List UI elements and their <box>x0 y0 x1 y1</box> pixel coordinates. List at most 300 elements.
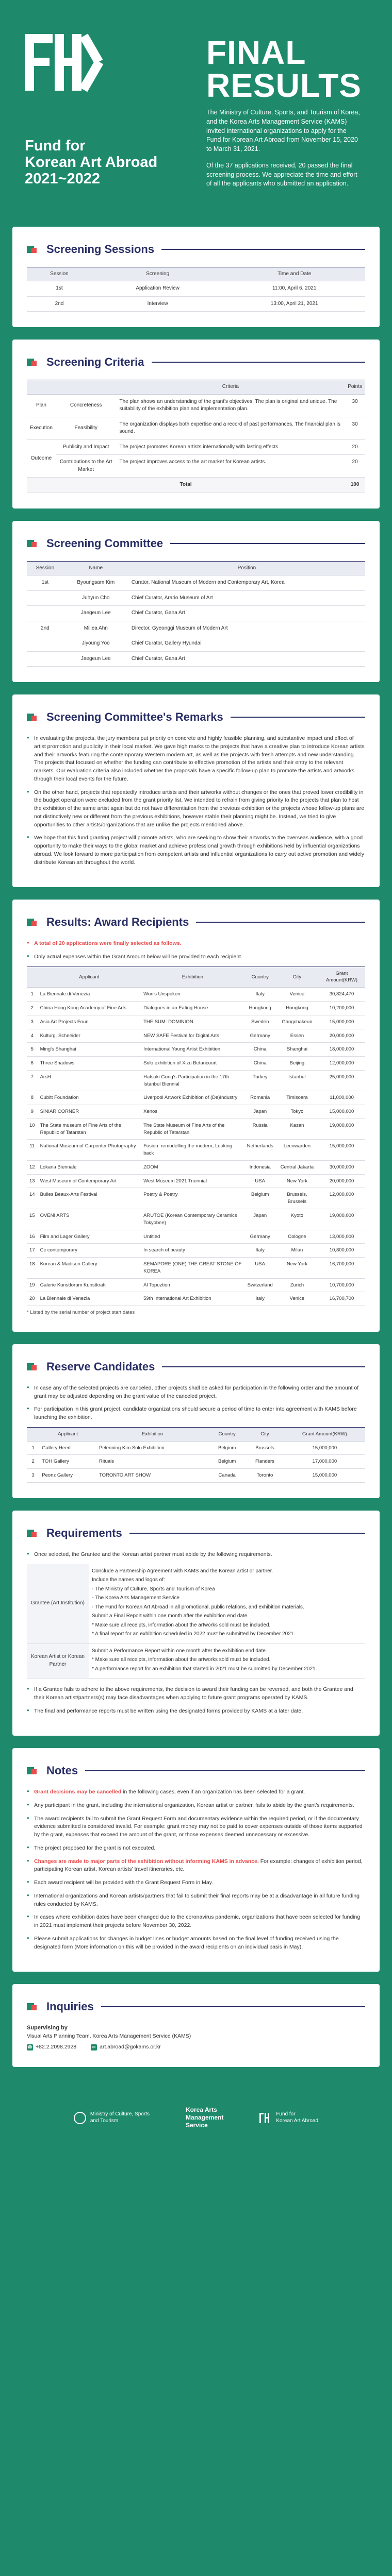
table-row <box>27 1140 365 1161</box>
awards-intro-2: ● Only actual expenses within the Grant Amount below will be provided to each recipient. <box>27 953 365 961</box>
table-cell: 20 <box>27 1292 38 1306</box>
requirement-line: Submit a Final Report within one month after the exhibition end date. <box>92 1613 249 1619</box>
note-text: In cases where exhibition dates have been changed due to the coronavirus pandemic, organizations that have been selected for funding in 2021 must implement their projects before November 30, 2022. <box>34 1914 361 1929</box>
table-cell: USA <box>244 1258 276 1279</box>
reserve-list <box>27 1384 365 1422</box>
table-row <box>27 636 365 652</box>
table-cell: 14 <box>27 1188 38 1209</box>
table-cell: Hatsuki Gong's Participation in the 17th Istanbul Biennial <box>141 1070 244 1091</box>
section-title-text: Requirements <box>46 1526 122 1539</box>
table-row <box>27 1469 365 1483</box>
criteria-desc: The project improves access to the art market for Korean artists. <box>116 455 345 478</box>
section-title <box>27 914 365 930</box>
remark-item: ● On the other hand, projects that repeatedly introduce artists and their artworks without changes or the ones that proved lower credibility in the budget operation were excluded from the grant priority list. We intended to refrain from giving priority to the projects that plan to host the exhibition of the same artist again but do not have differentiation from the previous exhibition or the projects whose follow-up plans are not distinctively new or different from the previous exhibitions, however stable their planning might be. Instead, we tried to give opportunities to other artists/organizations that are unlike the projects mentioned above. <box>27 789 365 829</box>
table-cell: Korean & Madison Gallery <box>38 1258 141 1279</box>
table-cell: 16 <box>27 1230 38 1244</box>
table-cell: 4 <box>27 1029 38 1043</box>
table-cell: Solo exhibition of Xizu Betancourt <box>141 1057 244 1071</box>
note-highlight: Grant decisions may be cancelled <box>34 1789 122 1795</box>
requirement-label: Grantee (Art Institution) <box>27 1564 89 1644</box>
committee-session <box>27 651 63 667</box>
table-row <box>27 1043 365 1057</box>
table-cell: 9 <box>27 1105 38 1119</box>
table-row <box>27 1070 365 1091</box>
table-cell: Kazan <box>276 1118 318 1140</box>
table-cell: Netherlands <box>244 1140 276 1161</box>
requirements-intro-text: ● Once selected, the Grantee and the Korean artist partner must abide by the following requirements. <box>27 1551 365 1559</box>
table-cell: Film and Lager Gallery <box>38 1230 141 1244</box>
table-row <box>27 1455 365 1469</box>
title-rule <box>196 922 365 923</box>
sessions-table <box>27 267 365 312</box>
mcst-emblem-icon <box>74 2112 86 2124</box>
table-cell: Brussels <box>246 1441 284 1455</box>
section-mark-icon <box>27 539 40 548</box>
table-cell: 8 <box>27 1091 38 1105</box>
table-row <box>27 1209 365 1230</box>
table-cell: The State museum of Fine Arts of the Republic of Tatarstan <box>38 1118 141 1140</box>
table-cell: Venice <box>276 988 318 1002</box>
table-cell: 19,000,000 <box>318 1209 365 1230</box>
section-title-text: Screening Criteria <box>46 355 144 369</box>
committee-session <box>27 636 63 652</box>
email-address: art.abroad@gokams.or.kr <box>100 2044 161 2050</box>
requirement-line: * A performance report for an exhibition that started in 2021 must be submitted by December 2021. <box>92 1666 317 1672</box>
committee-name: Byoungsam Kim <box>63 575 128 591</box>
committee-table <box>27 561 365 667</box>
criteria-name: Concreteness <box>56 394 117 417</box>
table-cell: Toronto <box>246 1469 284 1483</box>
reserve-item: ● For participation in this grant project, candidate organizations should secure a period of time to enter into agreement with KAMS before launching the exhibition. <box>27 1405 365 1422</box>
notes-card <box>12 1748 380 1972</box>
note-item <box>27 1892 365 1909</box>
table-cell: 15,000,000 <box>318 1105 365 1119</box>
table-cell: Won's Unspoken <box>141 988 244 1002</box>
table-cell: Indonesia <box>244 1160 276 1174</box>
table-cell: 15,000,000 <box>318 1015 365 1029</box>
table-row <box>27 1244 365 1258</box>
table-cell: 11:00, April 6, 2021 <box>223 281 365 297</box>
table-cell: Cc contemporary <box>38 1244 141 1258</box>
requirement-content <box>89 1564 365 1644</box>
criteria-total-points: 100 <box>345 478 365 493</box>
criteria-area: Outcome <box>27 439 56 478</box>
page-title <box>206 36 362 102</box>
table-header-cell: Points <box>345 380 365 395</box>
section-mark-icon <box>27 1362 40 1371</box>
committee-session: 2nd <box>27 621 63 636</box>
kams-logo <box>186 2106 223 2129</box>
table-cell: Cologne <box>276 1230 318 1244</box>
inquiries-contacts <box>27 2043 365 2051</box>
table-cell: Brussels, Brussels <box>276 1188 318 1209</box>
section-title <box>27 709 365 725</box>
committee-position: Chief Curator, Gana Art <box>128 651 365 667</box>
table-header-cell: Country <box>208 1427 246 1441</box>
table-cell: 3 <box>27 1469 39 1483</box>
table-cell: West Museum of Contemporary Art <box>38 1174 141 1188</box>
note-item <box>27 1788 365 1797</box>
table-cell: Asia Art Projects Foun. <box>38 1015 141 1029</box>
table-cell: Bulles Beaux-Arts Festival <box>38 1188 141 1209</box>
committee-session <box>27 606 63 621</box>
inquiries-email[interactable] <box>91 2043 161 2051</box>
criteria-points: 20 <box>345 439 365 455</box>
requirements-notes <box>27 1686 365 1715</box>
section-title <box>27 535 365 552</box>
awards-footnote: * Listed by the serial number of project start dates <box>27 1310 135 1316</box>
title-rule <box>129 1533 365 1534</box>
table-cell: Kyoto <box>276 1209 318 1230</box>
table-cell: National Museum of Carpenter Photography <box>38 1140 141 1161</box>
table-cell: Canada <box>208 1469 246 1483</box>
table-cell: 13:00, April 21, 2021 <box>223 296 365 312</box>
section-title-text: Screening Committee's Remarks <box>46 710 223 724</box>
table-cell: Rituals <box>96 1455 208 1469</box>
section-title-text: Screening Committee <box>46 536 164 550</box>
note-text: International organizations and Korean artists/partners that fail to submit their final reports may be at a disadvantage in all future funding rules conducted by KAMS. <box>34 1892 360 1907</box>
table-cell: International Young Artist Exhibition <box>141 1043 244 1057</box>
table-cell: SEMAPORE (ONE) THE GREAT STONE OF KOREA <box>141 1258 244 1279</box>
committee-name: Jiyoung Yoo <box>63 636 128 652</box>
title-rule <box>162 1366 365 1367</box>
table-cell: Switzerland <box>244 1278 276 1292</box>
table-cell: Essen <box>276 1029 318 1043</box>
table-header-cell: Criteria <box>116 380 345 395</box>
table-cell: Lokaria Biennale <box>38 1160 141 1174</box>
table-row <box>27 455 365 478</box>
table-row <box>27 1643 365 1679</box>
fka-small-logo-icon <box>259 2113 272 2123</box>
table-cell: Shanghai <box>276 1043 318 1057</box>
note-item <box>27 1815 365 1839</box>
table-cell: 17,000,000 <box>284 1455 365 1469</box>
table-row <box>27 394 365 417</box>
table-header-cell: Applicant <box>39 1427 96 1441</box>
table-cell: Russia <box>244 1118 276 1140</box>
table-header-cell: City <box>246 1427 284 1441</box>
table-cell: Belgium <box>208 1441 246 1455</box>
section-title <box>27 354 365 370</box>
requirements-table <box>27 1564 365 1679</box>
section-mark-icon <box>27 245 40 254</box>
note-text: Each award recipient will be provided with the Grant Request Form in May. <box>34 1879 214 1886</box>
awards-table <box>27 967 365 1306</box>
table-cell: Japan <box>244 1209 276 1230</box>
table-cell: Pelerining Kim Solo Exhibition <box>96 1441 208 1455</box>
criteria-desc: The organization displays both expertise and a record of past performances. The financial plan is sound. <box>116 417 345 439</box>
table-cell: 5 <box>27 1043 38 1057</box>
table-cell: 7 <box>27 1070 38 1091</box>
criteria-name: Contributions to the Art Market <box>56 455 117 478</box>
note-text: The award recipients fail to submit the Grant Request Form and documentary evidence within the required period, or if the documentary evidence submitted is considered invalid. For example: grant money may not be paid to cover expenses outside of those items supported by the grant, expenses that exceed the amount of the grant, or those expenses deemed unnecessary or excessive. <box>34 1815 363 1838</box>
title-rule <box>170 543 365 544</box>
section-mark-icon <box>27 713 40 722</box>
section-title <box>27 1525 365 1541</box>
table-row <box>27 296 365 312</box>
table-cell: 10,200,000 <box>318 1002 365 1015</box>
section-title <box>27 1762 365 1779</box>
desc-paragraph-2: Of the 37 applications received, 20 passed the final screening process. We appreciate the time and effort of all the applicants who submitted an application. <box>206 161 357 188</box>
table-cell: Al Topuztion <box>141 1278 244 1292</box>
table-cell: 13 <box>27 1174 38 1188</box>
table-cell: Belgium <box>244 1188 276 1209</box>
table-cell: Japan <box>244 1105 276 1119</box>
awards-intro <box>27 940 365 961</box>
table-cell: 18,000,000 <box>318 1043 365 1057</box>
table-cell: 15 <box>27 1209 38 1230</box>
table-cell: China <box>244 1043 276 1057</box>
table-cell: 2 <box>27 1455 39 1469</box>
email-icon: ✉ <box>91 2044 97 2050</box>
table-cell: 1 <box>27 988 38 1002</box>
committee-name: Miliea Ahn <box>63 621 128 636</box>
table-cell: 13,000,000 <box>318 1230 365 1244</box>
remark-item: ● In evaluating the projects, the jury members put priority on concrete and highly feasible planning, and substantive impact and effect of artist promotion and publicity in their local market. We gave high marks to the projects that have a creative plan to introduce Korean artists and their artworks featuring the contemporary Western modern art, as well as the projects with fresh attempts and new understanding. The projects that focused on whether the funding can contribute to effective promotion of the artists and their entry to the relevant markets. Our evaluation criteria also included whether the proposals have a specific follow-up plan to promote the artists and artworks through their local events for the future. <box>27 735 365 784</box>
fka-line-1: Fund for <box>276 2111 296 2117</box>
note-item <box>27 1858 365 1874</box>
committee-session: 1st <box>27 575 63 591</box>
committee-card <box>12 521 380 682</box>
title-rule <box>101 2006 365 2007</box>
table-cell: Interview <box>92 296 223 312</box>
table-cell: Application Review <box>92 281 223 297</box>
table-cell: Hongkong <box>276 1002 318 1015</box>
reserve-item: ● In case any of the selected projects are canceled, other projects shall be asked for participation in the following order and the amount of grant may be adjusted depending on the grant value of the canceled project. <box>27 1384 365 1401</box>
remarks-card <box>12 694 380 887</box>
fund-line-3: 2021~2022 <box>25 170 100 187</box>
title-line-1: FINAL <box>206 34 306 71</box>
table-cell: 3 <box>27 1015 38 1029</box>
table-header-cell: Name <box>63 561 128 575</box>
table-header-cell: Grant Amount(KRW) <box>318 967 365 988</box>
awards-card <box>12 900 380 1332</box>
notes-list <box>27 1788 365 1951</box>
table-row <box>27 1174 365 1188</box>
table-header-cell: Time and Date <box>223 267 365 281</box>
table-cell: Kulturg. Schneider <box>38 1029 141 1043</box>
table-cell: Galerie Kunstforum Kunstkraft <box>38 1278 141 1292</box>
note-highlight: Changes are made to major parts of the exhibition without informing KAMS in advance. <box>34 1858 259 1865</box>
awards-intro-1 <box>27 940 365 948</box>
table-cell: 1 <box>27 1441 39 1455</box>
table-row <box>27 1230 365 1244</box>
section-title <box>27 1359 365 1375</box>
remarks-list <box>27 735 365 867</box>
table-cell: SINIAR CORNER <box>38 1105 141 1119</box>
mcst-line-1: Ministry of Culture, Sports <box>90 2111 150 2117</box>
table-row <box>27 1118 365 1140</box>
note-item <box>27 1802 365 1810</box>
committee-session <box>27 590 63 606</box>
table-cell: China Hong Kong Academy of Fine Arts <box>38 1002 141 1015</box>
criteria-desc: The plan shows an understanding of the grant's objectives. The plan is original and unique. The suitability of the exhibition plan and implementation plan. <box>116 394 345 417</box>
note-text: in the following cases, even if an organization has been selected for a grant. <box>121 1789 305 1795</box>
note-item <box>27 1913 365 1930</box>
kams-line-1: Korea Arts <box>185 2106 217 2114</box>
table-cell: Zurich <box>276 1278 318 1292</box>
table-cell: NEW SAFE Festival for Digital Arts <box>141 1029 244 1043</box>
criteria-points: 30 <box>345 417 365 439</box>
section-mark-icon <box>27 918 40 927</box>
reserve-table <box>27 1427 365 1483</box>
table-header-cell <box>27 967 38 988</box>
table-cell: Germany <box>244 1029 276 1043</box>
fund-name <box>25 138 157 188</box>
table-cell: TOH Gallery <box>39 1455 96 1469</box>
section-title-text: Results: Award Recipients <box>46 916 189 929</box>
table-cell: 30,824,470 <box>318 988 365 1002</box>
table-header-cell <box>56 380 117 395</box>
table-row <box>27 1160 365 1174</box>
requirement-line: Submit a Performance Report within one month after the exhibition end date. <box>92 1648 267 1654</box>
table-cell: 10,700,000 <box>318 1278 365 1292</box>
table-cell: Fusion: remodelling the modern, Looking back <box>141 1140 244 1161</box>
table-row <box>27 281 365 297</box>
requirement-content <box>89 1643 365 1679</box>
table-header-cell: Grant Amount(KRW) <box>284 1427 365 1441</box>
section-title-text: Screening Sessions <box>46 243 155 256</box>
table-cell: 11 <box>27 1140 38 1161</box>
table-row <box>27 1564 365 1644</box>
sessions-card <box>12 227 380 327</box>
table-cell: The State Museum of Fine Arts of the Republic of Tatarstan <box>141 1118 244 1140</box>
title-rule <box>85 1770 365 1771</box>
table-cell: 1st <box>27 281 92 297</box>
table-cell: 18 <box>27 1258 38 1279</box>
note-item <box>27 1879 365 1887</box>
table-cell: 6 <box>27 1057 38 1071</box>
table-cell: Xenos <box>141 1105 244 1119</box>
table-cell: 15,000,000 <box>284 1469 365 1483</box>
table-header-cell: Applicant <box>38 967 141 988</box>
table-row <box>27 439 365 455</box>
committee-name: Jaegeun Lee <box>63 606 128 621</box>
note-text: Please submit applications for changes in budget lines or budget amounts based on the final level of funding received using the designated form (More information on this will be provided in the award recipients on an individual basis in May). <box>34 1935 339 1950</box>
table-row <box>27 1292 365 1306</box>
table-cell: Istanbul <box>276 1070 318 1091</box>
table-header-cell: Country <box>244 967 276 988</box>
requirement-line: - The Ministry of Culture, Sports and Tourism of Korea <box>92 1586 215 1592</box>
requirements-card <box>12 1511 380 1736</box>
section-mark-icon <box>27 1529 40 1538</box>
table-cell: Timisoara <box>276 1091 318 1105</box>
section-title-text: Notes <box>46 1764 78 1777</box>
section-mark-icon <box>27 358 40 367</box>
table-cell: In search of beauty <box>141 1244 244 1258</box>
requirement-line: Include the names and logos of: <box>92 1577 165 1583</box>
criteria-desc: The project promotes Korean artists internationally with lasting effects. <box>116 439 345 455</box>
table-row <box>27 575 365 591</box>
section-title <box>27 1998 365 2015</box>
table-cell: Flanders <box>246 1455 284 1469</box>
note-item <box>27 1844 365 1853</box>
table-cell: Leeuwarden <box>276 1140 318 1161</box>
section-title <box>27 241 365 258</box>
table-row <box>27 606 365 621</box>
table-header-cell: Exhibition <box>96 1427 208 1441</box>
table-cell: Untitled <box>141 1230 244 1244</box>
phone-number: +82.2.2098.2928 <box>36 2044 77 2050</box>
table-cell: Germany <box>244 1230 276 1244</box>
table-cell: 19 <box>27 1278 38 1292</box>
table-row <box>27 1188 365 1209</box>
table-cell: Cubitt Foundation <box>38 1091 141 1105</box>
table-cell: 2nd <box>27 296 92 312</box>
hero-description <box>206 108 361 196</box>
table-row <box>27 1441 365 1455</box>
committee-position: Chief Curator, Gana Art <box>128 606 365 621</box>
title-line-2: RESULTS <box>206 67 362 104</box>
requirement-line: * Make sure all receipts, information about the artworks sold must be included. <box>92 1622 271 1628</box>
section-mark-icon <box>27 1766 40 1775</box>
table-cell: 25,000,000 <box>318 1070 365 1091</box>
fka-footer-logo <box>259 2111 318 2124</box>
table-cell: 19,000,000 <box>318 1118 365 1140</box>
section-mark-icon <box>27 2002 40 2011</box>
table-row <box>27 1029 365 1043</box>
table-row <box>27 590 365 606</box>
section-title-text: Inquiries <box>46 2000 94 2013</box>
table-cell: 17 <box>27 1244 38 1258</box>
table-cell: Italy <box>244 1244 276 1258</box>
requirement-line: - The Fund for Korean Art Abroad in all promotional, public relations, and exhibition materials. <box>92 1604 304 1610</box>
requirement-line: Conclude a Partnership Agreement with KAMS and the Korean artist or partner. <box>92 1568 273 1574</box>
note-text: For example: changes of exhibition period, participating Korean artist, Korean artists' travel itineraries, etc. <box>34 1858 363 1873</box>
table-cell: Hongkong <box>244 1002 276 1015</box>
table-cell: 15,000,000 <box>284 1441 365 1455</box>
table-row <box>27 1057 365 1071</box>
table-header-cell: Session <box>27 267 92 281</box>
committee-position: Chief Curator, Gallery Hyundai <box>128 636 365 652</box>
table-cell: La Biennale di Venezia <box>38 1292 141 1306</box>
inquiries-org-label: Supervising by <box>27 2025 68 2031</box>
requirement-note: ● If a Grantee fails to adhere to the above requirements, the decision to award their funding can be reversed, and both the Grantee and their Korean artist/partners(s) may face disadvantages when applying to future grant programs operated by KAMS. <box>27 1686 365 1702</box>
table-cell: Venice <box>276 1292 318 1306</box>
title-rule <box>152 362 365 363</box>
table-cell: Dialogues in an Eating House <box>141 1002 244 1015</box>
criteria-name: Feasibility <box>56 417 117 439</box>
fka-logo-icon <box>25 31 107 113</box>
committee-position: Chief Curator, Arario Museum of Art <box>128 590 365 606</box>
table-cell: THE SUM: DOMINION <box>141 1015 244 1029</box>
committee-name: Juhyun Cho <box>63 590 128 606</box>
table-cell: Ming's Shanghai <box>38 1043 141 1057</box>
table-cell: OVENI ARTS <box>38 1209 141 1230</box>
table-cell: 59th International Art Exhibition <box>141 1292 244 1306</box>
footer <box>0 2079 392 2157</box>
desc-paragraph-1: The Ministry of Culture, Sports, and Tourism of Korea, and the Korea Arts Management Service (KAMS) invited international organizations to apply for the Fund for Korean Art Abroad from November 15, 2020 to March 31, 2021. <box>206 109 360 152</box>
note-text: Any participant in the grant, including the international organization, Korean artist or partner, fails to abide by the grant's requirements. <box>34 1802 354 1808</box>
requirement-note: ● The final and performance reports must be written using the designated forms provided by KAMS at a later date. <box>27 1707 365 1716</box>
table-cell: Italy <box>244 1292 276 1306</box>
inquiries-phone[interactable] <box>27 2043 76 2051</box>
committee-position: Curator, National Museum of Modern and Contemporary Art, Korea <box>128 575 365 591</box>
table-cell: 11,000,000 <box>318 1091 365 1105</box>
kams-line-2: Management <box>185 2114 224 2122</box>
criteria-points: 30 <box>345 394 365 417</box>
table-cell: China <box>244 1057 276 1071</box>
table-cell: Romania <box>244 1091 276 1105</box>
table-cell: 20,000,000 <box>318 1029 365 1043</box>
table-cell: 12,000,000 <box>318 1057 365 1071</box>
title-rule <box>231 717 365 718</box>
remark-item: ● We hope that this fund granting project will promote artists, who are seeking to show their artworks to the overseas audience, with a good opportunity to make their ways to the global market and achieve professional growth through exhibitions held by influential organizations abroad. We look forward to more participation from competent artists and influential organizations to carry out active promotion and widely distribute Korean art throughout the world. <box>27 834 365 867</box>
requirement-line: * A final report for an exhibition scheduled in 2022 must be submitted by December 2021. <box>92 1631 296 1637</box>
mcst-logo <box>74 2111 150 2124</box>
table-cell: Gallery Heed <box>39 1441 96 1455</box>
criteria-total-label: Total <box>27 478 345 493</box>
